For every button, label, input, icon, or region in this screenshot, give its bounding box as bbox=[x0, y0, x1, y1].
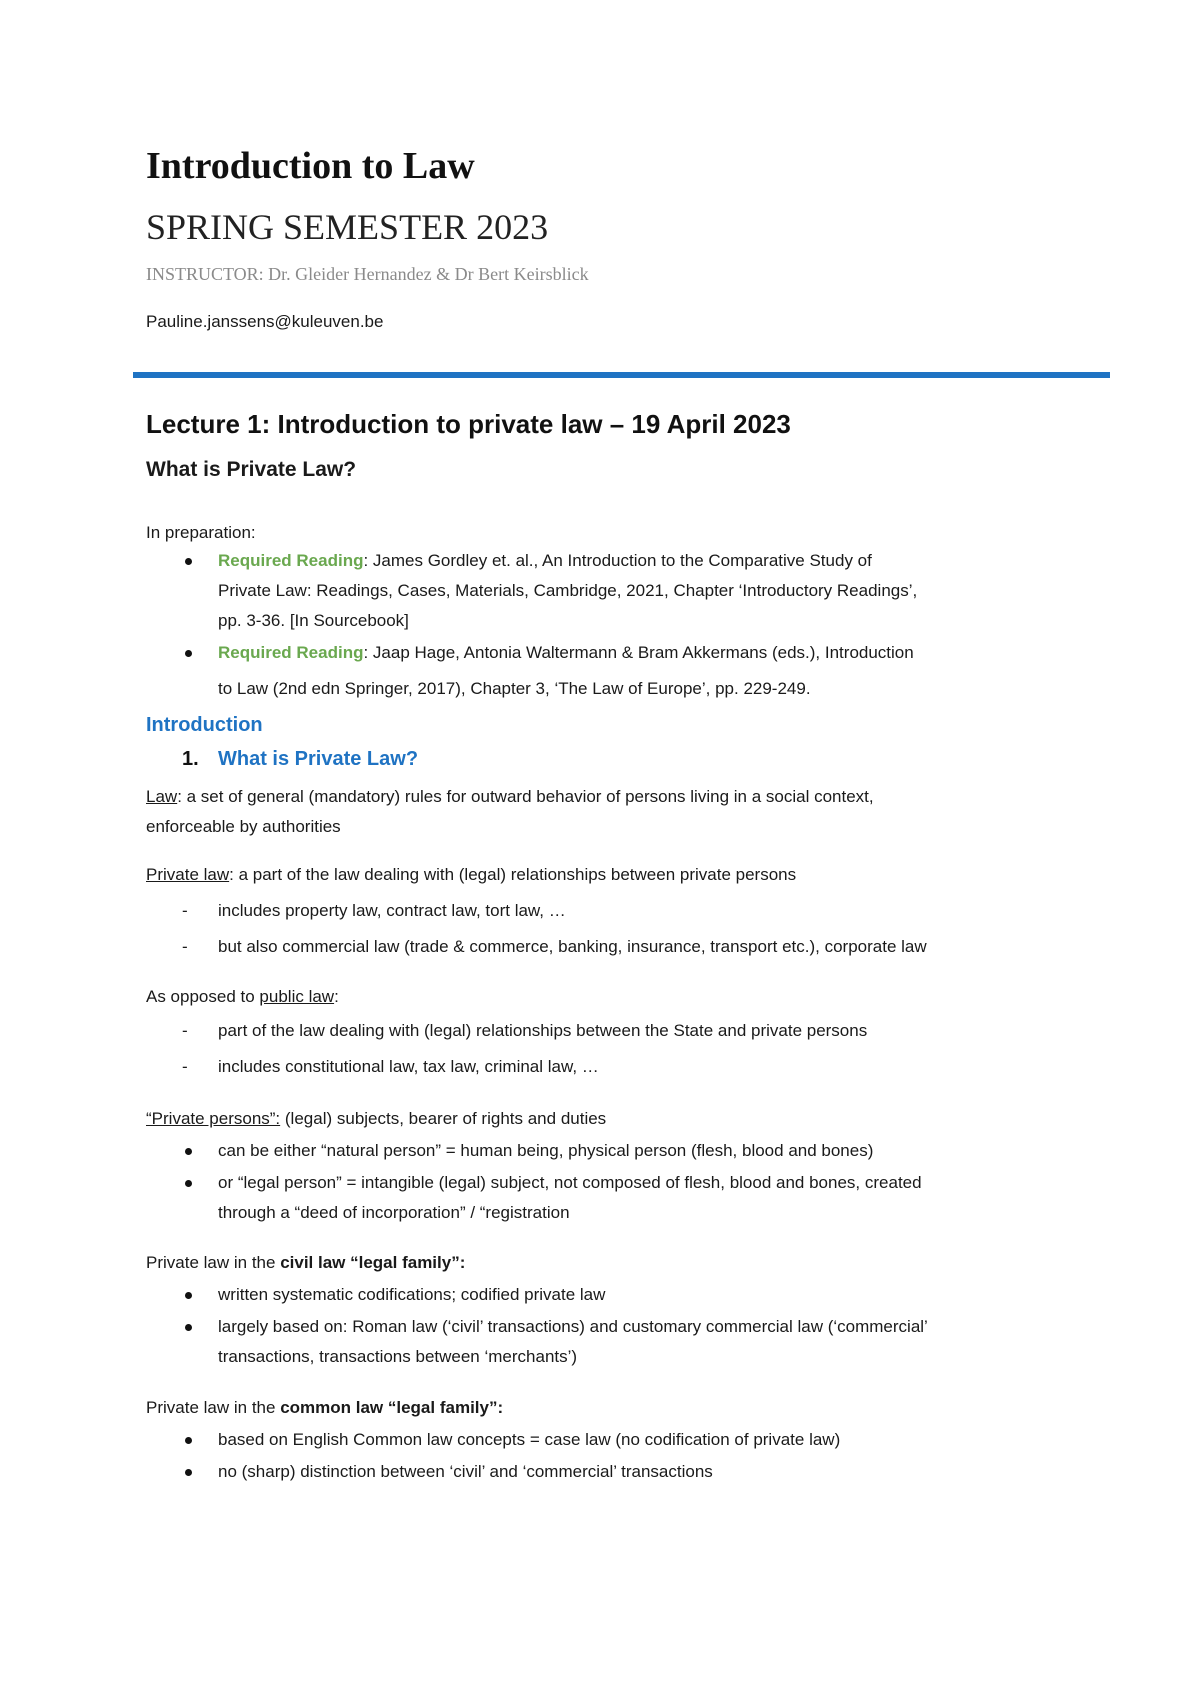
list-item bbox=[146, 1052, 1066, 1082]
list-item bbox=[146, 1280, 1066, 1310]
list-item bbox=[146, 1312, 1066, 1372]
definition-text: : bbox=[334, 987, 339, 1006]
definition-text: : a set of general (mandatory) rules for outward behavior of persons living in a social context, bbox=[177, 787, 874, 806]
list-item-text: part of the law dealing with (legal) relationships between the State and private persons bbox=[218, 1021, 868, 1040]
bullet-icon bbox=[185, 1148, 192, 1155]
dash-marker: - bbox=[182, 901, 188, 920]
private-persons-list bbox=[146, 1136, 1066, 1228]
bullet-icon bbox=[185, 1324, 192, 1331]
private-law-definition bbox=[146, 860, 1066, 890]
common-law-heading bbox=[146, 1393, 1066, 1423]
definition-term: public law bbox=[259, 987, 335, 1006]
header-divider bbox=[133, 372, 1110, 378]
definition-term: Private law bbox=[146, 865, 230, 884]
reading-text: pp. 3-36. [In Sourcebook] bbox=[218, 611, 409, 630]
reading-tag: Required Reading bbox=[218, 551, 364, 570]
reading-item bbox=[146, 638, 1066, 704]
public-law-list bbox=[146, 1016, 1066, 1082]
definition-text: enforceable by authorities bbox=[146, 817, 341, 836]
list-item bbox=[146, 1425, 1066, 1455]
private-persons-definition bbox=[146, 1104, 1066, 1134]
list-item-text: no (sharp) distinction between ‘civil’ and ‘commercial’ transactions bbox=[218, 1462, 713, 1481]
paragraph-emphasis: common law “legal family”: bbox=[280, 1398, 504, 1417]
paragraph-text: Private law in the bbox=[146, 1398, 281, 1417]
paragraph-emphasis: civil law “legal family”: bbox=[280, 1253, 466, 1272]
list-item-text: transactions, transactions between ‘merchants’) bbox=[218, 1347, 578, 1366]
bullet-icon bbox=[185, 1292, 192, 1299]
dash-marker: - bbox=[182, 1057, 188, 1076]
list-item-text: based on English Common law concepts = case law (no codification of private law) bbox=[218, 1430, 841, 1449]
definition-text: As opposed to bbox=[146, 987, 260, 1006]
list-item-text: includes property law, contract law, tort law, … bbox=[218, 901, 566, 920]
civil-law-heading bbox=[146, 1248, 1066, 1278]
semester-subtitle: SPRING SEMESTER 2023 bbox=[146, 207, 549, 247]
civil-law-list bbox=[146, 1280, 1066, 1372]
document-title: Introduction to Law bbox=[146, 145, 475, 187]
heading-number: 1. bbox=[182, 748, 199, 770]
bullet-icon bbox=[185, 1469, 192, 1476]
dash-marker: - bbox=[182, 937, 188, 956]
paragraph-text: Private law in the bbox=[146, 1253, 281, 1272]
list-item bbox=[146, 1136, 1066, 1166]
list-item bbox=[146, 932, 1066, 962]
reading-text: : Jaap Hage, Antonia Waltermann & Bram Akkermans (eds.), Introduction bbox=[363, 643, 914, 662]
contact-email[interactable]: Pauline.janssens@kuleuven.be bbox=[146, 312, 384, 331]
list-item-text: largely based on: Roman law (‘civil’ transactions) and customary commercial law (‘commercial’ bbox=[218, 1317, 928, 1336]
public-law-definition bbox=[146, 982, 1066, 1012]
reading-text: to Law (2nd edn Springer, 2017), Chapter 3, ‘The Law of Europe’, pp. 229-249. bbox=[218, 679, 811, 698]
lecture-title: Lecture 1: Introduction to private law – 19 April 2023 bbox=[146, 409, 791, 439]
list-item bbox=[146, 896, 1066, 926]
bullet-icon bbox=[185, 558, 192, 565]
reading-text: : James Gordley et. al., An Introduction to the Comparative Study of bbox=[363, 551, 872, 570]
private-law-list bbox=[146, 896, 1066, 962]
bullet-icon bbox=[185, 1180, 192, 1187]
reading-text: Private Law: Readings, Cases, Materials, Cambridge, 2021, Chapter ‘Introductory Readings’, bbox=[218, 581, 918, 600]
list-item-text: written systematic codifications; codified private law bbox=[218, 1285, 606, 1304]
preparation-label: In preparation: bbox=[146, 523, 256, 542]
common-law-list bbox=[146, 1425, 1066, 1487]
bullet-icon bbox=[185, 650, 192, 657]
definition-text: (legal) subjects, bearer of rights and duties bbox=[280, 1109, 607, 1128]
list-item-text: but also commercial law (trade & commerce, banking, insurance, transport etc.), corporate law bbox=[218, 937, 927, 956]
reading-tag: Required Reading bbox=[218, 643, 364, 662]
reading-list bbox=[146, 546, 1066, 704]
list-item bbox=[146, 1016, 1066, 1046]
instructor-line: INSTRUCTOR: Dr. Gleider Hernandez & Dr Bert Keirsblick bbox=[146, 264, 589, 284]
introduction-heading: Introduction bbox=[146, 714, 263, 736]
law-definition bbox=[146, 782, 1066, 842]
list-item bbox=[146, 1457, 1066, 1487]
list-item-text: includes constitutional law, tax law, criminal law, … bbox=[218, 1057, 599, 1076]
list-item-text: can be either “natural person” = human being, physical person (flesh, blood and bones) bbox=[218, 1141, 874, 1160]
dash-marker: - bbox=[182, 1021, 188, 1040]
numbered-heading-text: What is Private Law? bbox=[218, 748, 419, 770]
list-item-text: through a “deed of incorporation” / “registration bbox=[218, 1203, 570, 1222]
definition-text: : a part of the law dealing with (legal) relationships between private persons bbox=[229, 865, 797, 884]
bullet-icon bbox=[185, 1437, 192, 1444]
reading-item bbox=[146, 546, 1066, 636]
definition-term: Law bbox=[146, 787, 178, 806]
definition-term: “Private persons”: bbox=[146, 1109, 281, 1128]
list-item bbox=[146, 1168, 1066, 1228]
list-item-text: or “legal person” = intangible (legal) subject, not composed of flesh, blood and bones, created bbox=[218, 1173, 922, 1192]
section-title: What is Private Law? bbox=[146, 458, 357, 481]
